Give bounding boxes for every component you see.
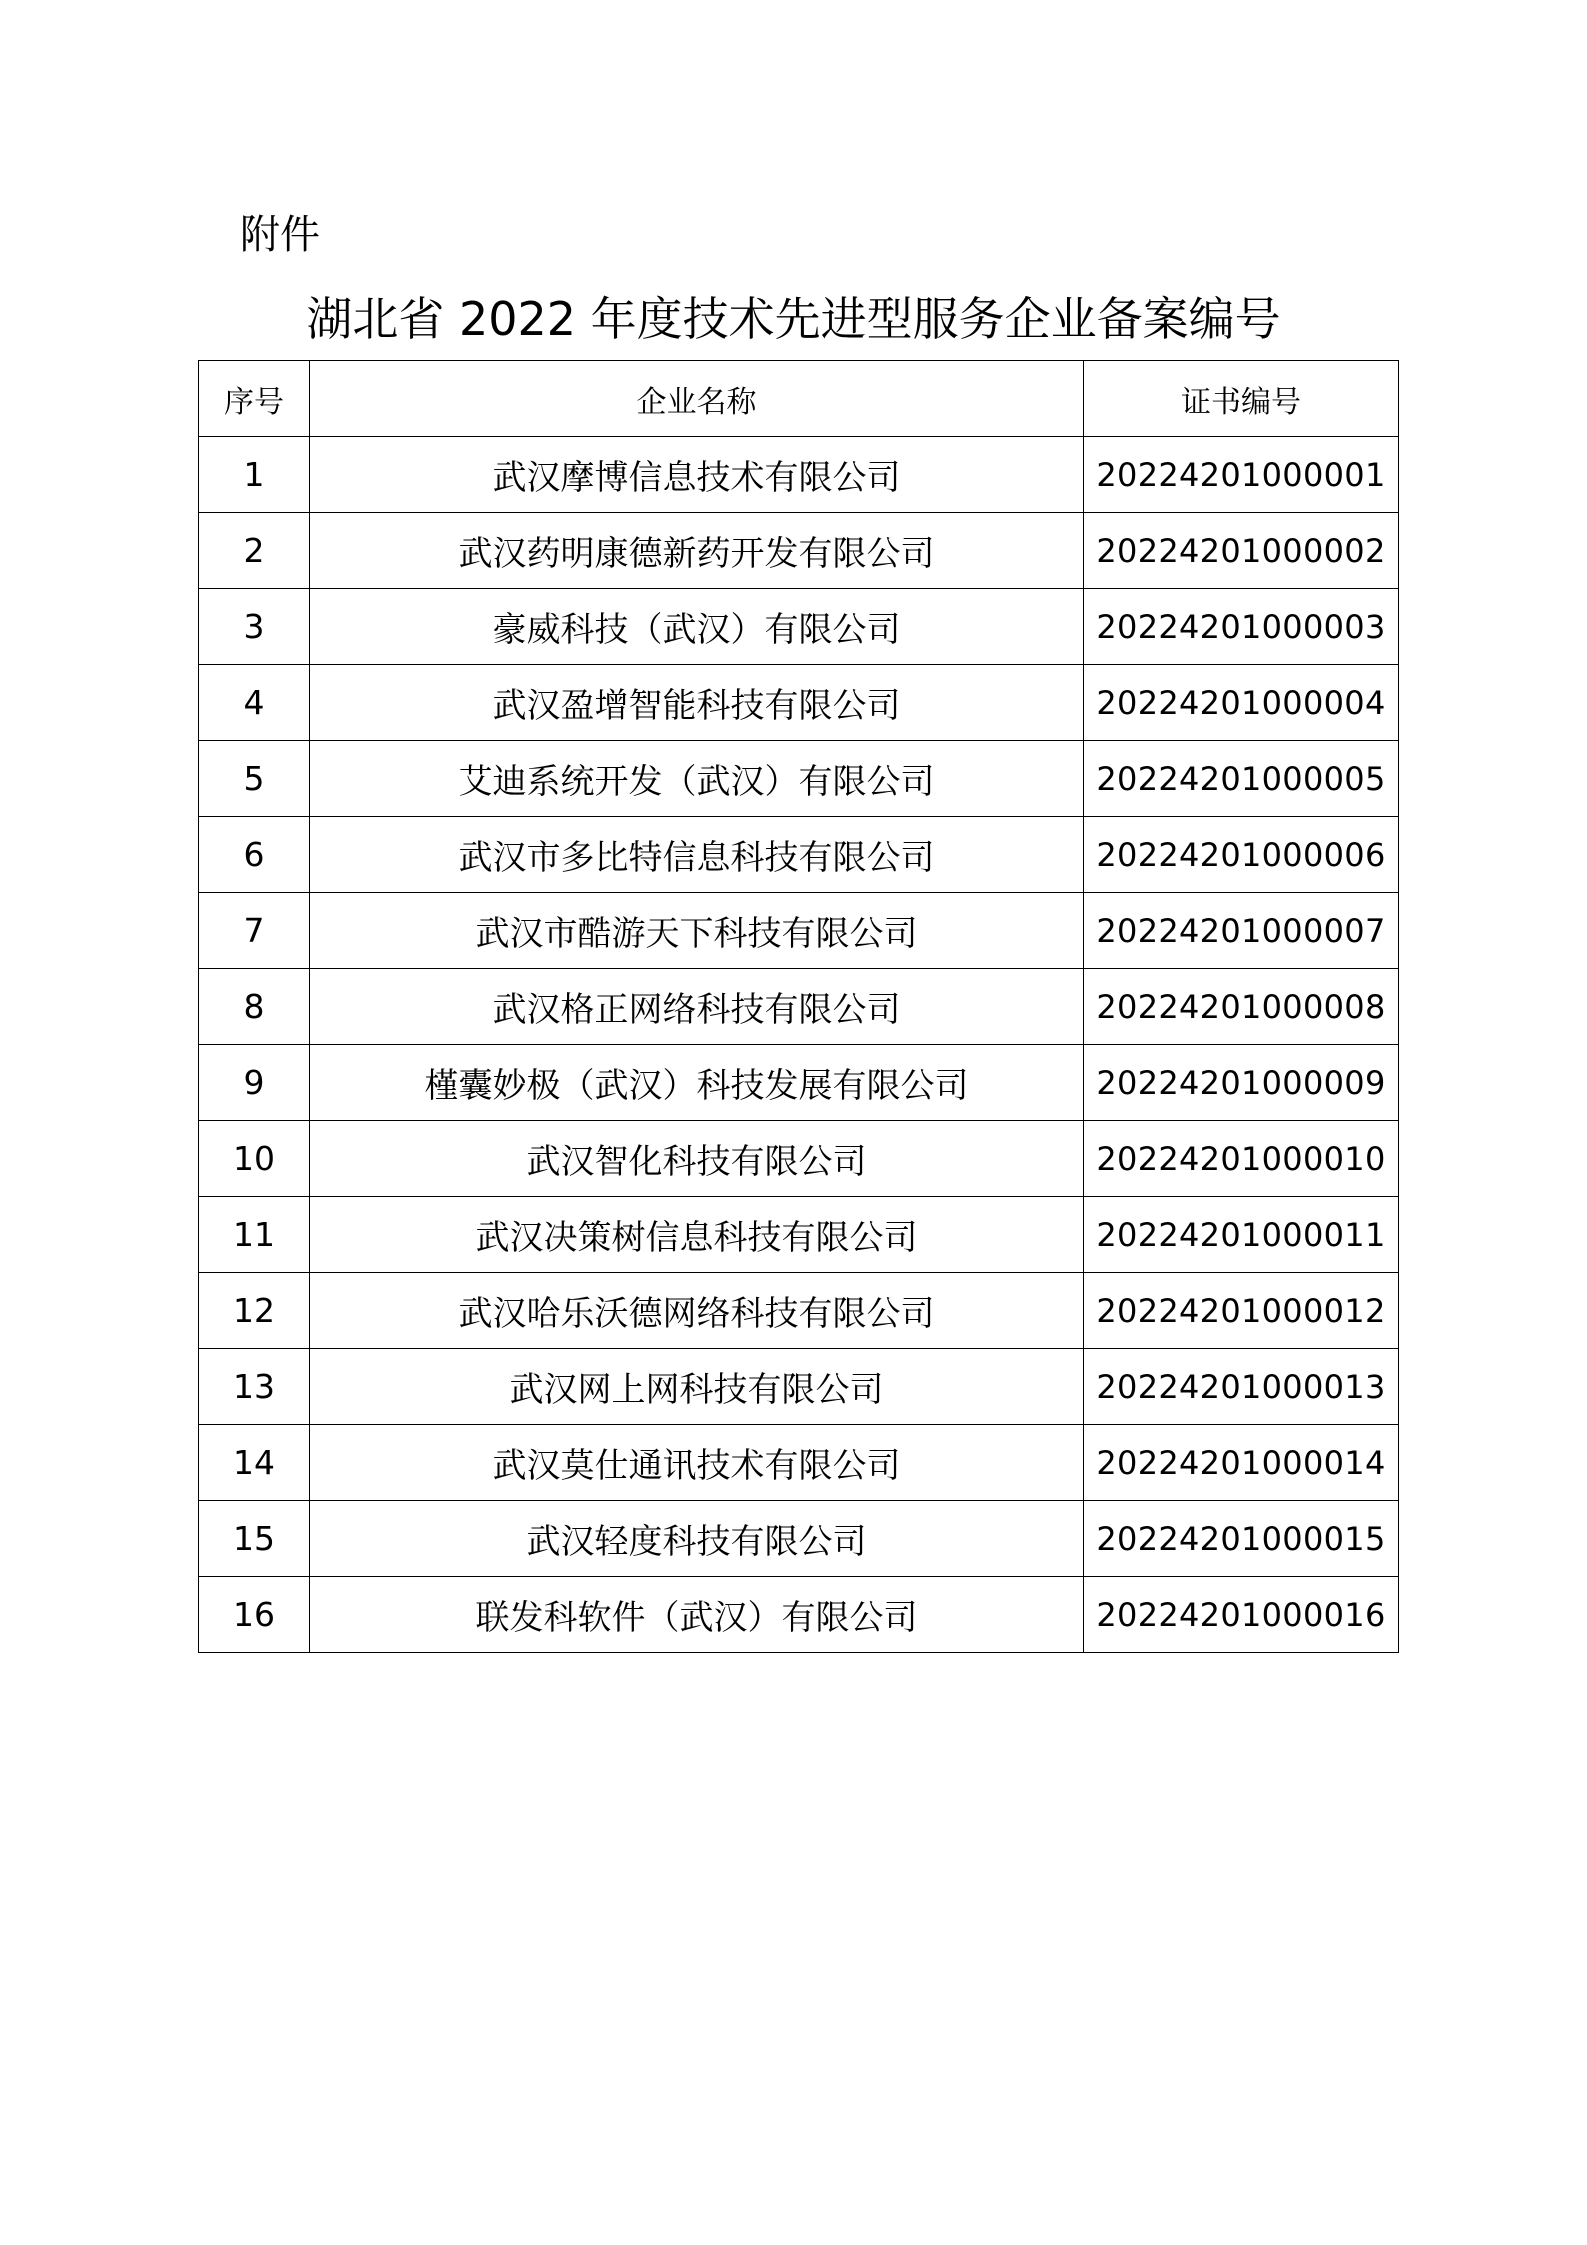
- certificate-number-cell: 20224201000009: [1084, 1045, 1399, 1121]
- company-name-cell: 武汉轻度科技有限公司: [310, 1501, 1084, 1577]
- table-row: [199, 513, 1399, 589]
- company-name-cell: 武汉盈增智能科技有限公司: [310, 665, 1084, 741]
- company-name-cell: 武汉药明康德新药开发有限公司: [310, 513, 1084, 589]
- header-certificate-number: 证书编号: [1084, 361, 1399, 437]
- table-row: [199, 1273, 1399, 1349]
- table-row: [199, 741, 1399, 817]
- serial-number-cell: 15: [199, 1501, 310, 1577]
- table-header: [199, 361, 1399, 437]
- company-name-cell: 武汉摩博信息技术有限公司: [310, 437, 1084, 513]
- certificate-number-cell: 20224201000015: [1084, 1501, 1399, 1577]
- certificate-number-cell: 20224201000003: [1084, 589, 1399, 665]
- certificate-number-cell: 20224201000008: [1084, 969, 1399, 1045]
- table-body: [199, 437, 1399, 1653]
- company-name-cell: 联发科软件（武汉）有限公司: [310, 1577, 1084, 1653]
- certificate-number-cell: 20224201000004: [1084, 665, 1399, 741]
- serial-number-cell: 1: [199, 437, 310, 513]
- header-serial-number: 序号: [199, 361, 310, 437]
- table-row: [199, 1577, 1399, 1653]
- certificate-number-cell: 20224201000007: [1084, 893, 1399, 969]
- certificate-number-cell: 20224201000013: [1084, 1349, 1399, 1425]
- table-row: [199, 665, 1399, 741]
- company-name-cell: 武汉格正网络科技有限公司: [310, 969, 1084, 1045]
- certificate-number-cell: 20224201000002: [1084, 513, 1399, 589]
- company-name-cell: 槿囊妙极（武汉）科技发展有限公司: [310, 1045, 1084, 1121]
- table-row: [199, 1197, 1399, 1273]
- filing-number-table: [198, 360, 1399, 1653]
- certificate-number-cell: 20224201000016: [1084, 1577, 1399, 1653]
- table-row: [199, 1349, 1399, 1425]
- company-name-cell: 武汉决策树信息科技有限公司: [310, 1197, 1084, 1273]
- attachment-label: 附件: [240, 212, 320, 258]
- serial-number-cell: 6: [199, 817, 310, 893]
- serial-number-cell: 9: [199, 1045, 310, 1121]
- serial-number-cell: 4: [199, 665, 310, 741]
- table-row: [199, 817, 1399, 893]
- table-row: [199, 437, 1399, 513]
- table-row: [199, 1045, 1399, 1121]
- serial-number-cell: 10: [199, 1121, 310, 1197]
- certificate-number-cell: 20224201000012: [1084, 1273, 1399, 1349]
- company-name-cell: 豪威科技（武汉）有限公司: [310, 589, 1084, 665]
- serial-number-cell: 11: [199, 1197, 310, 1273]
- serial-number-cell: 16: [199, 1577, 310, 1653]
- company-name-cell: 武汉智化科技有限公司: [310, 1121, 1084, 1197]
- header-company-name: 企业名称: [310, 361, 1084, 437]
- table-row: [199, 1501, 1399, 1577]
- company-name-cell: 艾迪系统开发（武汉）有限公司: [310, 741, 1084, 817]
- serial-number-cell: 14: [199, 1425, 310, 1501]
- document-title: 湖北省 2022 年度技术先进型服务企业备案编号: [306, 292, 1281, 346]
- certificate-number-cell: 20224201000006: [1084, 817, 1399, 893]
- serial-number-cell: 5: [199, 741, 310, 817]
- serial-number-cell: 3: [199, 589, 310, 665]
- serial-number-cell: 7: [199, 893, 310, 969]
- certificate-number-cell: 20224201000010: [1084, 1121, 1399, 1197]
- certificate-number-cell: 20224201000001: [1084, 437, 1399, 513]
- serial-number-cell: 12: [199, 1273, 310, 1349]
- serial-number-cell: 2: [199, 513, 310, 589]
- certificate-number-cell: 20224201000011: [1084, 1197, 1399, 1273]
- company-name-cell: 武汉市酷游天下科技有限公司: [310, 893, 1084, 969]
- table-row: [199, 1425, 1399, 1501]
- table-row: [199, 969, 1399, 1045]
- company-name-cell: 武汉哈乐沃德网络科技有限公司: [310, 1273, 1084, 1349]
- certificate-number-cell: 20224201000005: [1084, 741, 1399, 817]
- header-row: [199, 361, 1399, 437]
- serial-number-cell: 8: [199, 969, 310, 1045]
- certificate-number-cell: 20224201000014: [1084, 1425, 1399, 1501]
- company-name-cell: 武汉网上网科技有限公司: [310, 1349, 1084, 1425]
- table-row: [199, 1121, 1399, 1197]
- table-row: [199, 589, 1399, 665]
- table-row: [199, 893, 1399, 969]
- company-name-cell: 武汉市多比特信息科技有限公司: [310, 817, 1084, 893]
- serial-number-cell: 13: [199, 1349, 310, 1425]
- company-name-cell: 武汉莫仕通讯技术有限公司: [310, 1425, 1084, 1501]
